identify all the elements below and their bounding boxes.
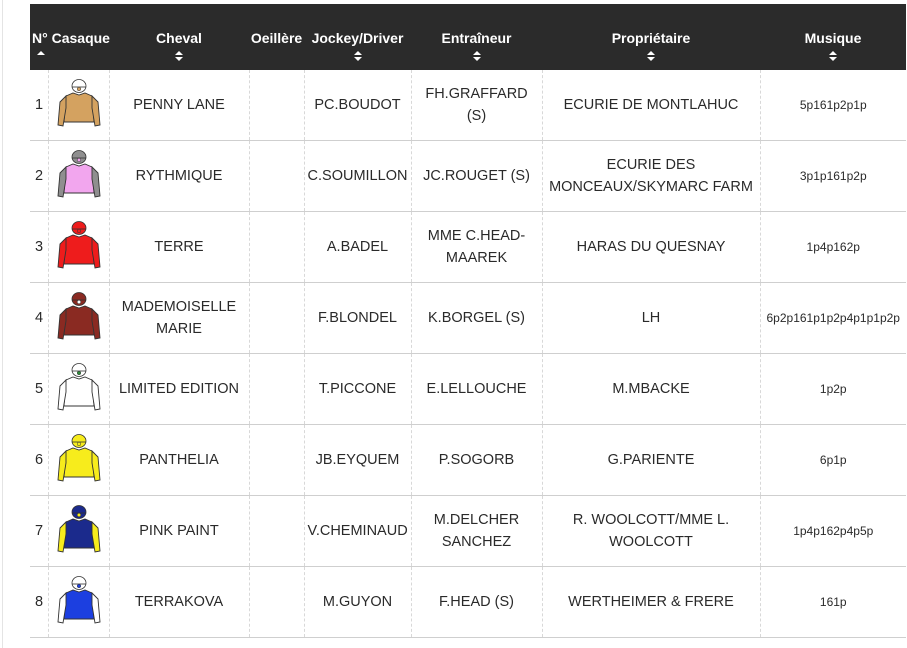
- horse-name[interactable]: RYTHMIQUE: [109, 141, 249, 212]
- col-header-blinkers: [249, 4, 304, 70]
- jersey-blue-white-sleeves-icon: [49, 573, 109, 631]
- trainer-name[interactable]: K.BORGEL (S): [411, 283, 542, 354]
- table-header-row: [30, 4, 906, 70]
- jersey-cell: [48, 354, 109, 425]
- jersey-pink-grey-sleeves-icon: [49, 147, 109, 205]
- jersey-cell: [48, 141, 109, 212]
- sort-icon[interactable]: [174, 49, 184, 63]
- table-row[interactable]: [30, 496, 906, 567]
- music-form: 1p4p162p: [760, 212, 906, 283]
- trainer-name[interactable]: JC.ROUGET (S): [411, 141, 542, 212]
- trainer-name[interactable]: FH.GRAFFARD (S): [411, 70, 542, 141]
- owner-name: M.MBACKE: [542, 354, 760, 425]
- music-form: 6p2p161p1p2p4p1p1p2p: [760, 283, 906, 354]
- owner-name: HARAS DU QUESNAY: [542, 212, 760, 283]
- table-row[interactable]: [30, 70, 906, 141]
- horse-name[interactable]: PINK PAINT: [109, 496, 249, 567]
- jockey-name[interactable]: A.BADEL: [304, 212, 411, 283]
- runner-number: 2: [30, 141, 48, 212]
- col-header-trainer-label: Entraîneur: [441, 30, 512, 46]
- owner-name: ECURIE DE MONTLAHUC: [542, 70, 760, 141]
- left-border: [2, 0, 3, 648]
- jockey-name[interactable]: JB.EYQUEM: [304, 425, 411, 496]
- runner-number: 5: [30, 354, 48, 425]
- sort-icon[interactable]: [353, 49, 363, 63]
- runner-number: 1: [30, 70, 48, 141]
- horse-name[interactable]: PANTHELIA: [109, 425, 249, 496]
- trainer-name[interactable]: P.SOGORB: [411, 425, 542, 496]
- col-header-blinkers-label: Oeillère: [250, 30, 303, 46]
- jockey-name[interactable]: C.SOUMILLON: [304, 141, 411, 212]
- jersey-white-green-trim-icon: [49, 360, 109, 418]
- runner-number: 8: [30, 567, 48, 638]
- sort-icon[interactable]: [828, 49, 838, 63]
- sort-asc-icon[interactable]: [36, 49, 46, 63]
- jockey-name[interactable]: T.PICCONE: [304, 354, 411, 425]
- col-header-jockey-label: Jockey/Driver: [311, 30, 404, 46]
- col-header-music[interactable]: [760, 4, 906, 70]
- runner-number: 4: [30, 283, 48, 354]
- jockey-name[interactable]: PC.BOUDOT: [304, 70, 411, 141]
- owner-name: G.PARIENTE: [542, 425, 760, 496]
- blinkers: [249, 70, 304, 141]
- trainer-name[interactable]: M.DELCHER SANCHEZ: [411, 496, 542, 567]
- table-row[interactable]: [30, 283, 906, 354]
- trainer-name[interactable]: F.HEAD (S): [411, 567, 542, 638]
- jersey-tan-white-cap-icon: [49, 76, 109, 134]
- blinkers: [249, 212, 304, 283]
- col-header-jockey[interactable]: [304, 4, 411, 70]
- jersey-cell: [48, 212, 109, 283]
- table-row[interactable]: [30, 354, 906, 425]
- horse-name[interactable]: MADEMOISELLE MARIE: [109, 283, 249, 354]
- jersey-red-icon: [49, 218, 109, 276]
- blinkers: [249, 283, 304, 354]
- music-form: 1p2p: [760, 354, 906, 425]
- jersey-cell: [48, 496, 109, 567]
- owner-name: LH: [542, 283, 760, 354]
- blinkers: [249, 496, 304, 567]
- jersey-yellow-icon: [49, 431, 109, 489]
- jersey-maroon-icon: [49, 289, 109, 347]
- trainer-name[interactable]: MME C.HEAD-MAAREK: [411, 212, 542, 283]
- table-row[interactable]: [30, 425, 906, 496]
- col-header-music-label: Musique: [804, 30, 862, 46]
- col-header-trainer[interactable]: [411, 4, 542, 70]
- jersey-cell: [48, 425, 109, 496]
- horse-name[interactable]: TERRE: [109, 212, 249, 283]
- music-form: 161p: [760, 567, 906, 638]
- col-header-horse-label: Cheval: [156, 30, 202, 46]
- trainer-name[interactable]: E.LELLOUCHE: [411, 354, 542, 425]
- col-header-owner[interactable]: [542, 4, 760, 70]
- jersey-navy-yellow-sleeves-icon: [49, 502, 109, 560]
- owner-name: ECURIE DES MONCEAUX/SKYMARC FARM: [542, 141, 760, 212]
- blinkers: [249, 141, 304, 212]
- horse-name[interactable]: LIMITED EDITION: [109, 354, 249, 425]
- blinkers: [249, 567, 304, 638]
- runner-number: 3: [30, 212, 48, 283]
- music-form: 3p1p161p2p: [760, 141, 906, 212]
- table-body: [30, 70, 906, 638]
- runners-table: [30, 4, 906, 638]
- blinkers: [249, 354, 304, 425]
- horse-name[interactable]: TERRAKOVA: [109, 567, 249, 638]
- runner-number: 6: [30, 425, 48, 496]
- horse-name[interactable]: PENNY LANE: [109, 70, 249, 141]
- jersey-cell: [48, 283, 109, 354]
- jersey-cell: [48, 70, 109, 141]
- music-form: 5p161p2p1p: [760, 70, 906, 141]
- jockey-name[interactable]: F.BLONDEL: [304, 283, 411, 354]
- owner-name: WERTHEIMER & FRERE: [542, 567, 760, 638]
- col-header-horse[interactable]: [109, 4, 249, 70]
- table-row[interactable]: [30, 212, 906, 283]
- col-header-num[interactable]: [30, 4, 109, 70]
- table-row[interactable]: [30, 141, 906, 212]
- runner-number: 7: [30, 496, 48, 567]
- owner-name: R. WOOLCOTT/MME L. WOOLCOTT: [542, 496, 760, 567]
- jockey-name[interactable]: M.GUYON: [304, 567, 411, 638]
- sort-icon[interactable]: [472, 49, 482, 63]
- col-header-num-label: N° Casaque: [32, 30, 110, 46]
- music-form: 6p1p: [760, 425, 906, 496]
- blinkers: [249, 425, 304, 496]
- jersey-cell: [48, 567, 109, 638]
- table-row[interactable]: [30, 567, 906, 638]
- col-header-owner-label: Propriétaire: [611, 30, 691, 46]
- music-form: 1p4p162p4p5p: [760, 496, 906, 567]
- jockey-name[interactable]: V.CHEMINAUD: [304, 496, 411, 567]
- sort-icon[interactable]: [646, 49, 656, 63]
